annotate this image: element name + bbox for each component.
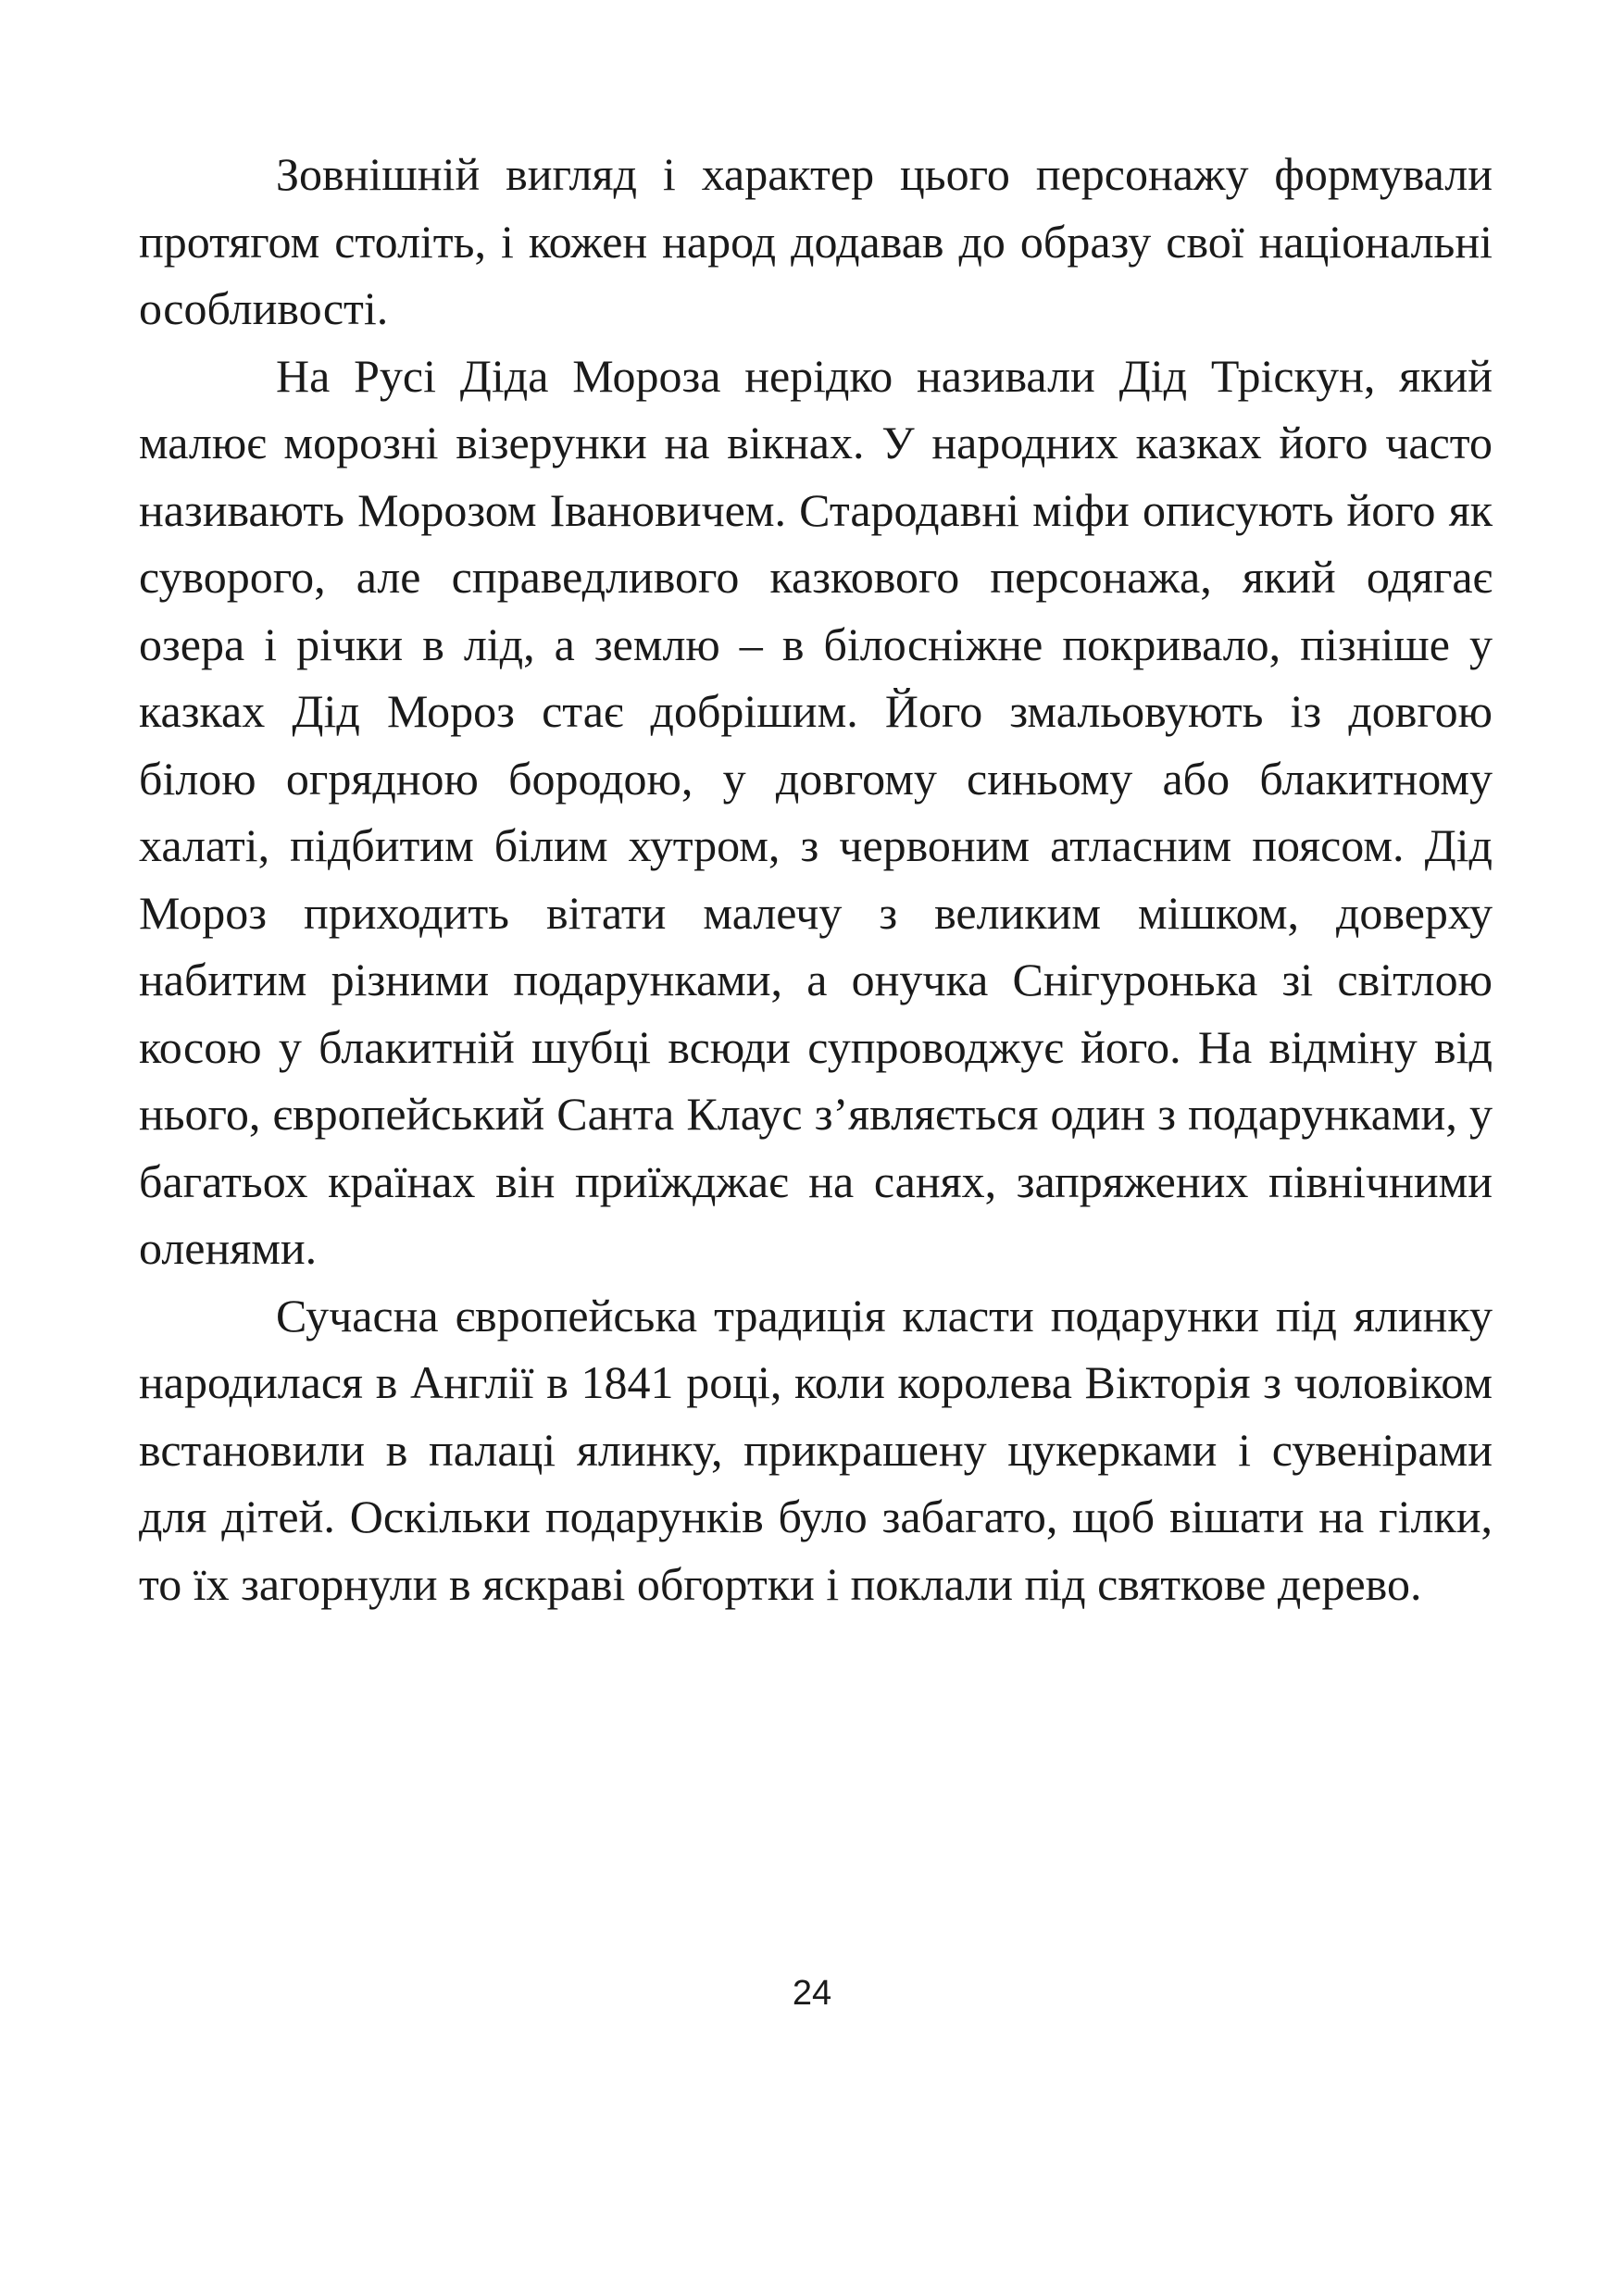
paragraph-gift-tradition: Сучасна європейська традиція класти подарунки під ялинку народилася в Англії в 1841 році, коли королева Вікторія з чоловіком встановили в палаці ялинку, прикрашену цукерками і сувенірами для дітей. Оскільки подарунків було забагато, щоб вішати на гілки, то їх загорнули в яскраві обгортки і поклали під святкове дерево. [139, 1289, 1493, 1610]
paragraph-appearance: Зовнішній вигляд і характер цього персонажу формували протягом століть, і кожен народ додавав до образу свої національні особливості. [139, 148, 1493, 334]
paragraph-ded-moroz: На Русі Діда Мороза нерідко називали Дід Тріскун, який малює морозні візерунки на вікнах. У народних казках його часто називають Морозом Івановичем. Стародавні міфи описують його як суворого, але справедливого казкового персонажа, який одягає озера і річки в лід, а землю – в білосніжне покривало, пізніше у казках Дід Мороз стає добрішим. Його змальовують із довгою білою огрядною бородою, у довгому синьому або блакитному халаті, підбитим білим хутром, з червоним атласним поясом. Дід Мороз приходить вітати малечу з великим мішком, доверху набитим різними подарунками, а онучка Снігуронька зі світлою косою у блакитній шубці всюди супроводжує його. На відміну від нього, європейський Санта Клаус з’являється один з подарунками, у багатьох країнах він приїжджає на санях, запряжених північними оленями. [139, 349, 1493, 1274]
page-number: 24 [792, 1974, 832, 2013]
body-text [139, 141, 1493, 1617]
